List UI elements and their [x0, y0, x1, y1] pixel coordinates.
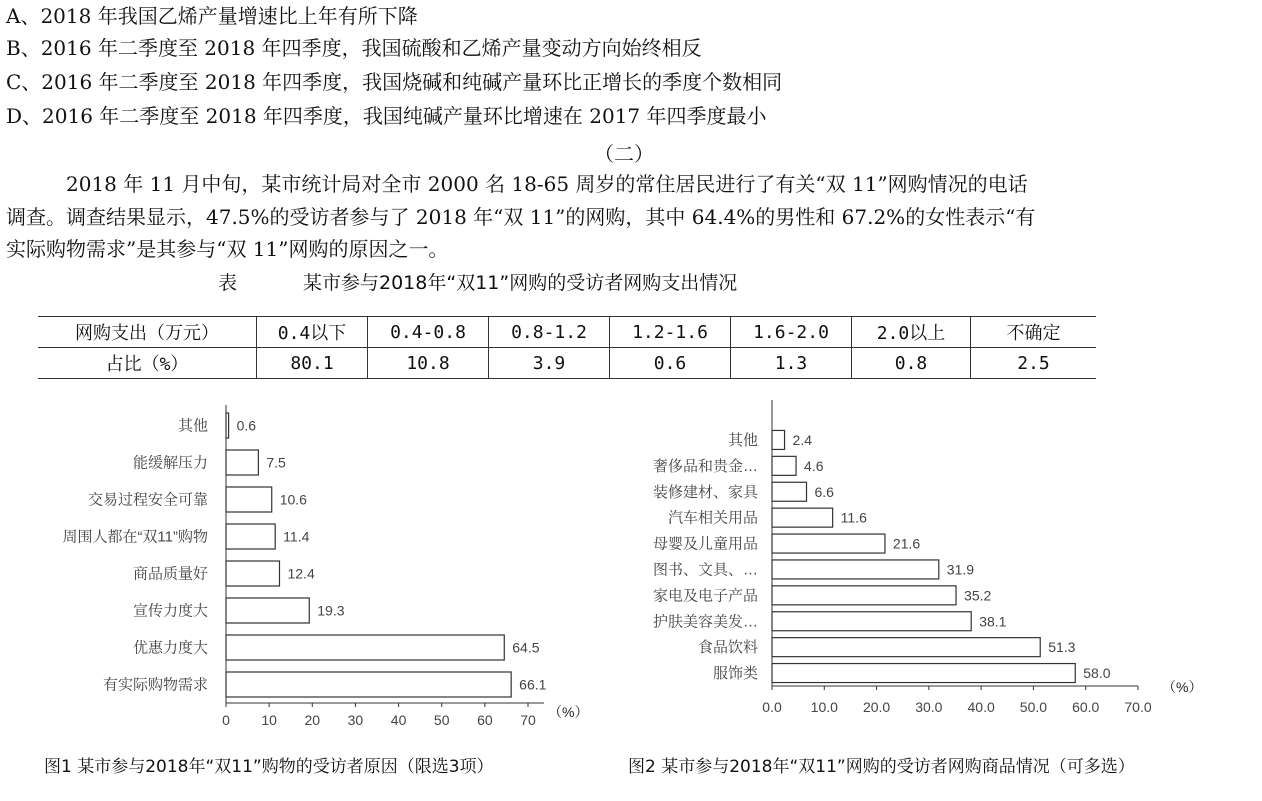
- category-label: 宣传力度大: [132, 602, 208, 620]
- table-cell: 2.5: [971, 348, 1097, 379]
- table-col-header: 2.0以上: [852, 317, 971, 348]
- bar: [226, 672, 511, 697]
- x-tick-label: 20: [304, 712, 321, 728]
- data-label: 66.1: [519, 676, 547, 693]
- data-label: 0.6: [236, 417, 257, 434]
- bar: [772, 612, 971, 631]
- data-label: 21.6: [892, 535, 921, 552]
- data-label: 38.1: [979, 613, 1007, 630]
- data-label: 2.4: [792, 431, 813, 448]
- table-cell: 10.8: [368, 348, 489, 379]
- bar: [772, 638, 1040, 657]
- bar: [772, 430, 785, 449]
- x-tick-label: 30: [347, 712, 364, 728]
- x-tick-label: 50.0: [1019, 699, 1048, 715]
- category-label: 家电及电子产品: [652, 587, 758, 605]
- data-label: 11.4: [283, 528, 310, 545]
- category-label: 图书、文具、…: [652, 561, 758, 579]
- table-cell: 1.3: [731, 348, 852, 379]
- option-c: C、2016 年二季度至 2018 年四季度，我国烧碱和纯碱产量环比正增长的季度个数相同: [6, 70, 783, 94]
- category-label: 装修建材、家具: [652, 483, 758, 501]
- section-heading: （二）: [594, 142, 654, 166]
- bar: [772, 456, 796, 475]
- data-label: 58.0: [1083, 665, 1111, 682]
- data-label: 35.2: [964, 587, 992, 604]
- bar: [772, 508, 833, 527]
- category-label: 商品质量好: [132, 565, 208, 583]
- bar: [772, 482, 807, 501]
- option-d: D、2016 年二季度至 2018 年四季度，我国纯碱产量环比增速在 2017 年四季度最小: [6, 104, 767, 128]
- category-label: 交易过程安全可靠: [87, 491, 208, 509]
- category-label: 食品饮料: [697, 639, 758, 657]
- table-cell: 80.1: [257, 348, 368, 379]
- paragraph-line-3: 实际购物需求”是其参与“双 11”网购的原因之一。: [6, 237, 449, 261]
- spending-table: [38, 316, 1096, 379]
- bar: [772, 534, 885, 553]
- table-header-row: [38, 317, 1096, 348]
- x-tick-label: 30.0: [915, 699, 943, 715]
- data-label: 10.6: [279, 491, 307, 508]
- x-tick-label: 70: [520, 712, 536, 728]
- x-tick-label: 0: [222, 712, 230, 728]
- bar: [226, 450, 258, 475]
- data-label: 51.3: [1048, 639, 1076, 656]
- table-col-header: 0.4以下: [257, 317, 368, 348]
- x-tick-label: 10: [261, 712, 277, 728]
- bar: [772, 664, 1075, 683]
- data-label: 11.6: [840, 509, 867, 526]
- x-tick-label: 10.0: [810, 699, 838, 715]
- data-label: 7.5: [266, 454, 286, 471]
- bar: [226, 598, 309, 623]
- bar: [772, 560, 939, 579]
- table-title: 某市参与2018年“双11”网购的受访者网购支出情况: [303, 272, 738, 294]
- bar: [226, 524, 275, 549]
- table-cell: 0.6: [610, 348, 731, 379]
- table-col-header: 1.2-1.6: [610, 317, 731, 348]
- category-label: 优惠力度大: [132, 639, 208, 657]
- x-tick-label: 50: [433, 712, 450, 728]
- category-label: 有实际购物需求: [102, 676, 208, 694]
- category-label: 其他: [727, 431, 758, 449]
- data-label: 31.9: [946, 561, 975, 578]
- chart-goods: [615, 395, 1255, 725]
- x-tick-label: 60: [477, 712, 493, 728]
- category-label: 母婴及儿童用品: [652, 535, 758, 553]
- paragraph-line-1: 2018 年 11 月中旬，某市统计局对全市 2000 名 18-65 周岁的常住居民进行了有关“双 11”网购情况的电话: [66, 172, 1028, 196]
- category-label: 服饰类: [712, 665, 758, 683]
- table-col-header: 1.6-2.0: [731, 317, 852, 348]
- option-b: B、2016 年二季度至 2018 年四季度，我国硫酸和乙烯产量变动方向始终相反: [6, 36, 702, 60]
- table-col-header: 不确定: [971, 317, 1097, 348]
- data-label: 19.3: [317, 602, 345, 619]
- table-col-header: 0.4-0.8: [368, 317, 489, 348]
- x-tick-label: 20.0: [862, 699, 891, 715]
- x-tick-label: 40: [390, 712, 407, 728]
- table-row-header: 网购支出（万元）: [38, 317, 257, 348]
- bar: [226, 487, 272, 512]
- category-label: 能缓解压力: [132, 454, 208, 472]
- category-label: 其他: [177, 417, 208, 435]
- table-label: 表: [218, 272, 238, 294]
- x-unit-label: （%）: [1162, 679, 1203, 695]
- x-unit-label: （%）: [548, 704, 589, 720]
- x-tick-label: 60.0: [1072, 699, 1100, 715]
- category-label: 周围人都在“双11”购物: [62, 528, 208, 546]
- x-tick-label: 70.0: [1124, 699, 1152, 715]
- x-tick-label: 0.0: [762, 699, 782, 715]
- chart-1-caption: 图1 某市参与2018年“双11”购物的受访者原因（限选3项）: [44, 757, 494, 777]
- data-label: 12.4: [287, 565, 315, 582]
- bar: [772, 586, 956, 605]
- chart-reasons: [0, 395, 620, 740]
- table-cell: 0.8: [852, 348, 971, 379]
- category-label: 奢侈品和贵金…: [652, 457, 758, 475]
- bar: [226, 413, 229, 438]
- table-col-header: 0.8-1.2: [489, 317, 610, 348]
- table-value-row: [38, 348, 1096, 379]
- bar: [226, 635, 504, 660]
- category-label: 汽车相关用品: [667, 509, 758, 527]
- table-value-header: 占比（%）: [38, 348, 257, 379]
- chart-2-caption: 图2 某市参与2018年“双11”网购的受访者网购商品情况（可多选）: [628, 757, 1135, 777]
- x-tick-label: 40.0: [967, 699, 995, 715]
- bar: [226, 561, 279, 586]
- table-cell: 3.9: [489, 348, 610, 379]
- category-label: 护肤美容美发…: [652, 613, 758, 631]
- data-label: 6.6: [814, 483, 834, 500]
- data-label: 64.5: [512, 639, 540, 656]
- data-label: 4.6: [804, 457, 824, 474]
- paragraph-line-2: 调查。调查结果显示，47.5%的受访者参与了 2018 年“双 11”的网购，其中 64.4%的男性和 67.2%的女性表示“有: [6, 205, 1036, 229]
- option-a: A、2018 年我国乙烯产量增速比上年有所下降: [6, 4, 418, 28]
